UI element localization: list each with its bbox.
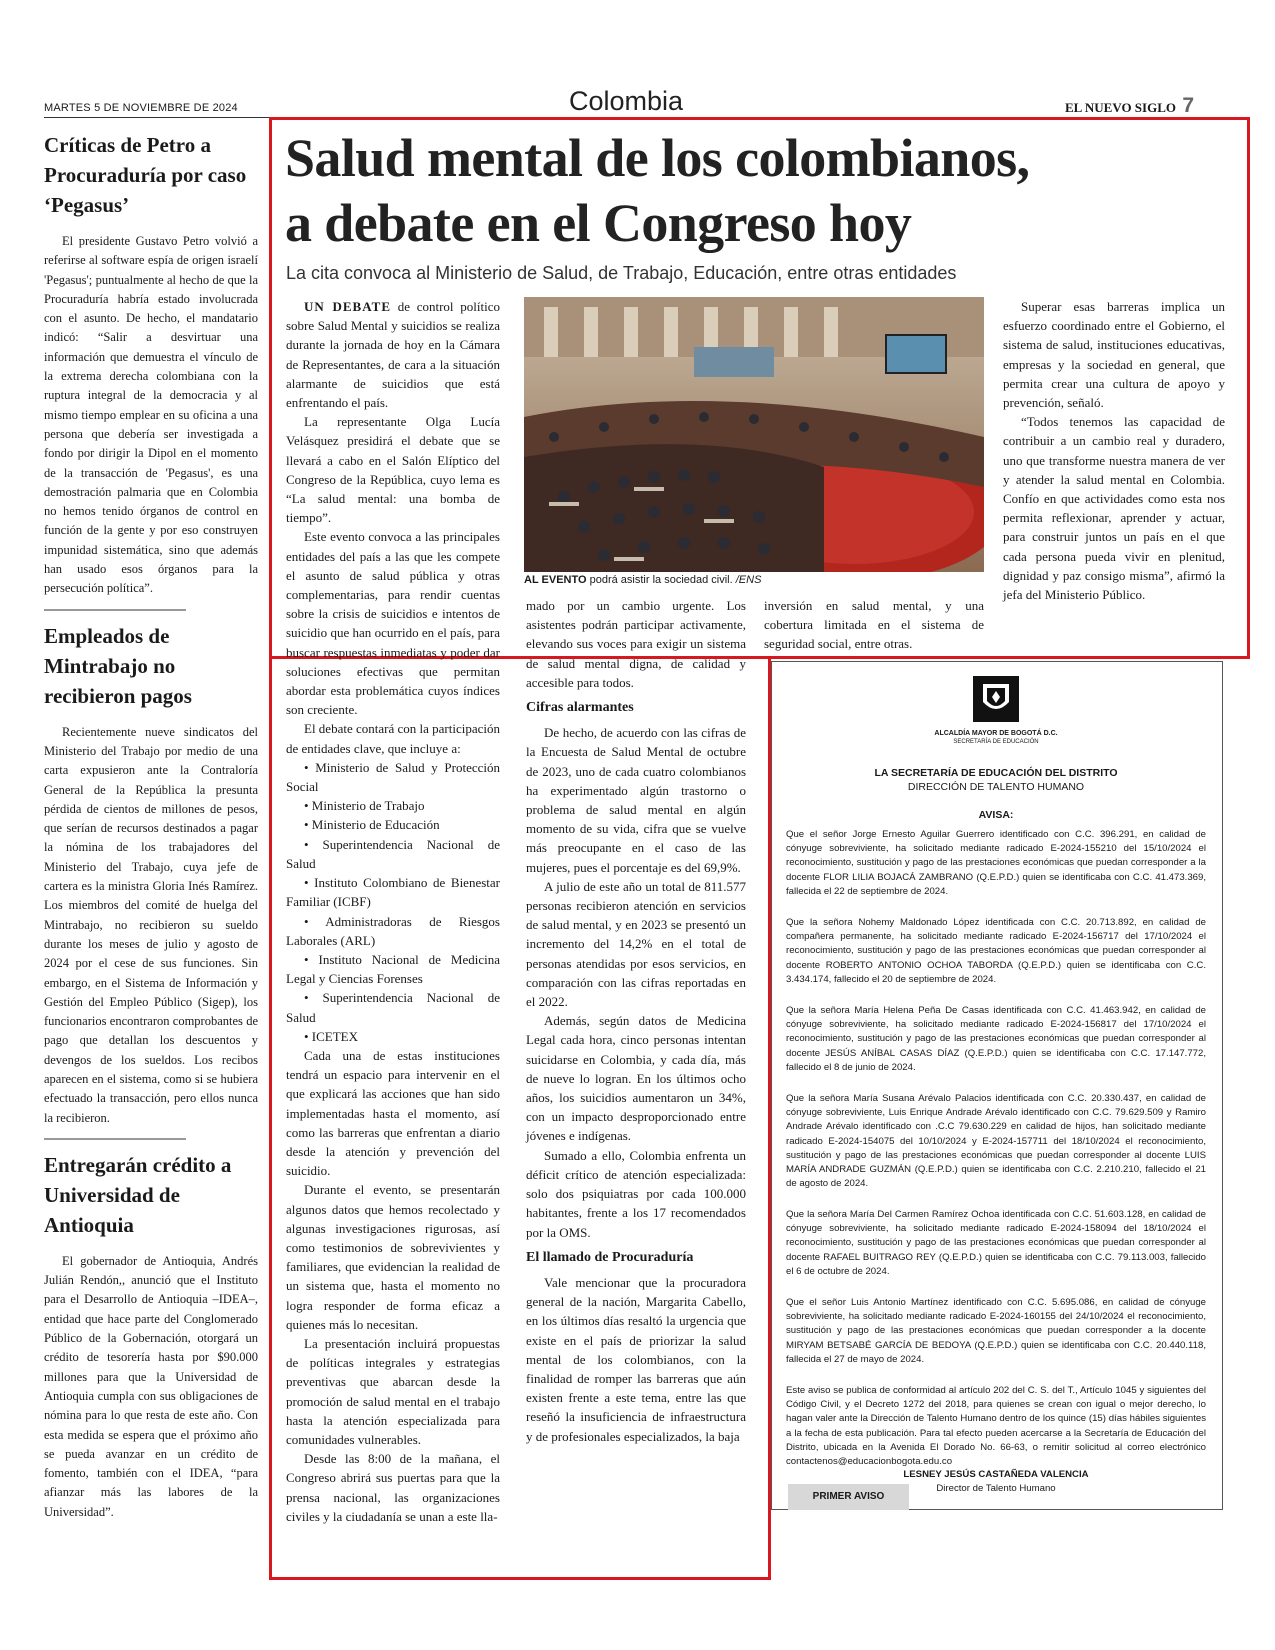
section-heading: El llamado de Procuraduría: [526, 1249, 694, 1265]
notice-paragraph: Que el señor Luis Antonio Martínez identificado con C.C. 5.695.086, en calidad de cónyuge sobreviviente, ha solicitado mediante radicado E-2024-160155 del 24/10/2024 el reconocimiento, sustitución y pago de las prestaciones económicas que puedan corresponder a la docente MIRYAM BETSABÉ GARCÍA DE BEDOYA (Q.E.P.D.) quien se identificaba con C.C. 20.440.118, fallecida el 27 de mayo de 2024.: [786, 1297, 1206, 1365]
article-paragraph: Este evento convoca a las principales entidades del país a las que les compete el asunto de salud pública y otras complementarias, para rendir cuentas sobre la crisis de suicidios e intentos de suicidio que han ocurrido en el país, para buscar respuestas inmediatas y poder dar soluciones efectivas que permitan abordar esta problemática cuyos índices son creciente.: [286, 529, 500, 718]
congress-photo: [524, 297, 984, 572]
org-line-1: LA SECRETARÍA DE EDUCACIÓN DEL DISTRITO: [874, 767, 1118, 779]
caption-lead: AL EVENTO: [524, 574, 587, 586]
subheadline: La cita convoca al Ministerio de Salud, de Trabajo, Educación, entre otras entidades: [286, 263, 957, 283]
article-paragraph: Durante el evento, se presentarán algunos datos que hemos recolectado y algunas investigaciones rigurosas, así como testimonios de sobrevivientes y familiares, que evidencian la realidad de un sistema que, hasta el momento no logra responder de forma eficaz a quienes más lo necesitan.: [286, 1182, 500, 1332]
bogota-logo: [786, 676, 1206, 746]
list-item: • Instituto Colombiano de Bienestar Familiar (ICBF): [286, 875, 500, 910]
brief-body: El presidente Gustavo Petro volvió a referirse al software espía de origen israelí 'Pegasus'; puntualmente al hecho de que la Procuraduría habría estado involucrada con el asunto. De hecho, el mandatario indicó: “Salir a desvirtuar una información que demuestra el vínculo de la extrema derecha colombiana con la ruptura integral de la democracia y al mismo tiempo emplear en su oficina a una persona que debería ser investigada a fondo por dirigir la Dipol en el momento de la transacción de 'Pegasus', es una demostración palmaria que en Colombia no hemos tenido órganos de control en función de la gente y por eso construyen impunidad sistemática, sino que además han usado esos órganos para la persecución política”.: [44, 234, 258, 596]
brief-body: El gobernador de Antioquia, Andrés Julián Rendón,, anunció que el Instituto para el Desarrollo de Antioquia –IDEA–, entidad que hace parte del Conglomerado Público de la Gobernación, otorgará un crédito de tesorería hasta por $90.000 millones para que la Universidad de Antioquia cumpla con sus obligaciones de nómina para lo que resta de este año. Con esta medida se espera que el próximo año se pueda avanzar en un crédito de fomento, también con el IDEA, “para afianzar más las labores de la Universidad”.: [44, 1253, 258, 1519]
article-paragraph: La presentación incluirá propuestas de políticas integrales y estrategias preventivas que abarcan desde la promoción de salud mental en el trabajo hasta la atención especializada para comunidades vulnerables.: [286, 1335, 500, 1447]
article-paragraph: El debate contará con la participación de entidades clave, que incluye a:: [286, 721, 500, 756]
page-header: [44, 86, 1234, 118]
list-item: • Ministerio de Trabajo: [304, 798, 425, 814]
brief-body: Recientemente nueve sindicatos del Ministerio del Trabajo por medio de una carta expusieron ante la Contraloría General de la República la presunta pérdida de cientos de millones de pesos, que serían de recursos destinados a pagar la nómina de los trabajadores del Ministerio del Trabajo, cuya jefe de cartera es la ministra Gloria Inés Ramírez. Los miembros del comité de huelga del Mintrabajo, no recibieron su sueldo durante los meses de julio y agosto de 2024 por el cese de sus funciones. Sin embargo, en el Sistema de Información y Gestión del Empleo Público (Sigep), los funcionarios encontraron comprobantes de pago que detallan los descuentos y devengos de los sueldos. Los recibos aparecen en el sistema, como si se hubiera efectuado la transacción, pero ellos nunca la recibieron.: [44, 724, 258, 1125]
list-item: • Superintendencia Nacional de Salud: [286, 836, 500, 871]
section-title: Colombia: [569, 86, 684, 116]
notice-paragraph: Que la señora María Helena Peña De Casas identificada con C.C. 41.463.942, en calidad de cónyuge sobreviviente, ha solicitado mediante radicado E-2024-156817 del 17/10/2024 el reconocimiento, sustitución y pago de las prestaciones económicas que puedan corresponder al docente JESÚS ANÍBAL CASAS DÍAZ (Q.E.P.D.) quien se identificaba con C.C. 17.147.772, fallecido el 8 de junio de 2024.: [786, 1005, 1206, 1073]
article-paragraph: mado por un cambio urgente. Los asistentes podrán participar activamente, elevando sus voces para exigir un sistema de salud mental digna, de calidad y accesible para todos.: [526, 598, 746, 690]
photo-caption: [524, 574, 761, 586]
article-column-2: [526, 596, 746, 1446]
notice-paragraph: Que la señora María Del Carmen Ramírez Ochoa identificada con C.C. 51.603.128, en calidad de cónyuge sobreviviente, ha solicitado mediante radicado E-2024-158094 del 18/10/2024 el reconocimiento, sustitución y pago de las prestaciones económicas que puedan corresponder al docente RAFAEL BUITRAGO REY (Q.E.P.D.) quien se identificaba con C.C. 79.113.003, fallecido el 6 de octubre de 2024.: [786, 1209, 1206, 1277]
brief-title: Empleados de Mintrabajo no recibieron pagos: [44, 623, 192, 708]
article-lead: UN DEBATE: [304, 299, 391, 314]
congress-hall-image: [524, 297, 984, 572]
divider: [44, 1138, 186, 1140]
article-paragraph: Además, según datos de Medicina Legal cada hora, cinco personas intentan suicidarse en Colombia, y cada día, más de nueve lo logran. En los últimos ocho años, los suicidios aumentaron un 34%, con un impacto desproporcionado entre jóvenes e indígenas.: [526, 1013, 746, 1144]
article-column-1: [286, 297, 500, 1526]
headline-line-1: Salud mental de los colombianos,: [285, 128, 1030, 188]
signer-name: LESNEY JESÚS CASTAÑEDA VALENCIA: [903, 1469, 1089, 1480]
logo-subtext: SECRETARÍA DE EDUCACIÓN: [953, 739, 1039, 746]
article-paragraph: Vale mencionar que la procuradora general de la nación, Margarita Cabello, en los últimos días resaltó la urgencia que existe en el país de priorizar la salud mental de los colombianos, con la finalidad de romper las barreras que aún existen frente a este tema, entre las que reseñó la insuficiencia de infraestructura y de profesionales especializados, la baja: [526, 1274, 746, 1444]
list-item: • Administradoras de Riesgos Laborales (ARL): [286, 913, 500, 948]
notice-title: AVISA:: [978, 809, 1014, 822]
article-paragraph: Desde las 8:00 de la mañana, el Congreso abrirá sus puertas para que la prensa nacional, las organizaciones civiles y la ciudadanía se unan a este lla-: [286, 1451, 500, 1524]
section-heading: Cifras alarmantes: [526, 700, 634, 716]
list-item: • ICETEX: [304, 1028, 359, 1044]
logo-text: ALCALDÍA MAYOR DE BOGOTÁ D.C.: [934, 730, 1058, 738]
signer-role: Director de Talento Humano: [936, 1483, 1056, 1495]
caption-credit: /ENS: [735, 574, 762, 586]
article-paragraph: Superar esas barreras implica un esfuerzo coordinado entre el Gobierno, el sistema de salud, instituciones educativas, empresas y la sociedad en general, que permita crear una cultura de apoyo y prevención, señaló.: [1003, 299, 1225, 411]
article-paragraph: inversión en salud mental, y una cobertura limitada en el sistema de seguridad social, entre otras.: [764, 598, 984, 652]
list-item: • Ministerio de Salud y Protección Social: [286, 759, 500, 795]
coat-of-arms-icon: [973, 676, 1019, 722]
article-paragraph: De hecho, de acuerdo con las cifras de la Encuesta de Salud Mental de octubre de 2023, uno de cada cuatro colombianos ha experimentado algún trastorno o problema de salud mental en algún momento de su vida, cifra que se vuelve más preocupante en el caso de las mujeres, pues el porcentaje es del 69,9%.: [526, 725, 746, 875]
notice-paragraph: Que el señor Jorge Ernesto Aguilar Guerrero identificado con C.C. 396.291, en calidad de cónyuge sobreviviente, ha solicitado mediante radicado E-2024-155210 del 15/10/2024 el reconocimiento, sustitución y pago de las prestaciones económicas que puedan corresponder a la docente FLOR LILIA BOJACÁ ZAMBRANO (Q.E.P.D.) quien se identificaba con C.C. 41.473.369, fallecida el 22 de septiembre de 2024.: [786, 829, 1206, 897]
list-item: • Ministerio de Educación: [304, 817, 440, 833]
notice-paragraph: Que la señora Nohemy Maldonado López identificada con C.C. 20.713.892, en calidad de compañera permanente, ha solicitado mediante radicado E-2024-156717 del 17/10/2024 el reconocimiento, sustitución y pago de las prestaciones económicas que puedan corresponder al docente ROBERTO ANTONIO OCHOA TABORDA (Q.E.P.D.) quien se identificaba con C.C. 3.434.174, fallecido el 20 de septiembre de 2024.: [786, 917, 1206, 985]
first-notice-stamp: PRIMER AVISO: [788, 1484, 909, 1510]
notice-paragraph: Que la señora María Susana Arévalo Palacios identificada con C.C. 20.330.437, en calidad de cónyuge sobreviviente, Luis Enrique Andrade Arévalo identificado con C.C. 79.629.509 y Ramiro Andrade Arévalo identificado con .C.C 79.630.229 en calidad de hijos, han solicitado mediante radicado E-2024-154075 del 10/10/2024 y E-2024-157711 del 18/10/2024 el reconocimiento, sustitución y pago de las prestaciones económicas que puedan corresponder al docente LUIS MARÍA ANDRADE GUZMÁN (Q.E.P.D.) quien se identificaba con C.C. 2.210.210, fallecido el 21 de agosto de 2024.: [786, 1093, 1206, 1190]
issue-date: MARTES 5 DE NOVIEMBRE DE 2024: [44, 102, 238, 114]
page-number: 7: [1182, 94, 1194, 117]
article-paragraph: La representante Olga Lucía Velásquez presidirá el debate que se llevará a cabo en el Salón Elíptico del Congreso de la República, cuyo lema es “La salud mental: una bomba de tiempo”.: [286, 414, 500, 526]
brief-title: Entregarán crédito a Universidad de Antioquia: [44, 1152, 232, 1237]
article-paragraph: [286, 297, 500, 412]
article-paragraph: “Todos tenemos las capacidad de contribuir a un cambio real y duradero, uno que transforme nuestra manera de ver y atender la salud mental en Colombia. Confío en que actividades como esta nos permita reflexionar, aprender y actuar, para construir juntos un país en el que cada persona pueda vivir en plenitud, dignidad y paz consigo misma”, afirmó la jefa del Ministerio Público.: [1003, 414, 1225, 603]
article-paragraph: Sumado a ello, Colombia enfrenta un déficit crítico de atención especializada: solo dos psiquiatras por cada 100.000 habitantes, frente a los 17 recomendados por la OMS.: [526, 1147, 746, 1240]
entity-list: [286, 758, 500, 1046]
main-headline: [285, 126, 1235, 256]
list-item: • Instituto Nacional de Medicina Legal y Ciencias Forenses: [286, 951, 500, 987]
article-paragraph: A julio de este año un total de 811.577 personas recibieron atención en servicios de salud mental, y en 2023 se presentó un incremento del 14,2% en el total de personas atendidas por esos servicios, en comparación con las cifras reportadas en el 2022.: [526, 878, 746, 1010]
divider: [44, 609, 186, 611]
newspaper-logo: EL NUEVO SIGLO: [1065, 100, 1176, 115]
headline-line-2: a debate en el Congreso hoy: [285, 193, 912, 253]
article-column-3: [764, 596, 984, 654]
left-briefs-column: [44, 130, 258, 1522]
notice-organization: [786, 766, 1206, 823]
paragraph-text: de control político sobre Salud Mental y suicidios se realiza durante la jornada de hoy en la Cámara de Representantes, de cara a la situación alarmante de suicidios que está enfrentando el país.: [286, 299, 500, 411]
article-column-4: [1003, 297, 1225, 604]
notice-paragraph: Este aviso se publica de conformidad al artículo 202 del C. S. del T., Artículo 1045 y siguientes del Código Civil, y el Decreto 1272 del 2018, para quienes se crean con igual o mejor derecho, lo hagan valer ante la Dirección de Talento Humano dentro de los quince (15) días hábiles siguientes a la fecha de esta publicación. Para tal efecto pueden acercarse a la Secretaría de Educación del Distrito, ubicada en la Avenida El Dorado No. 66-63, o remitir solicitud al correo electrónico contactenos@educacionbogota.edu.co: [786, 1385, 1206, 1468]
list-item: • Superintendencia Nacional de Salud: [286, 990, 500, 1025]
org-line-2: DIRECCIÓN DE TALENTO HUMANO: [907, 781, 1085, 794]
caption-text: podrá asistir la sociedad civil.: [586, 574, 736, 586]
brief-title: Críticas de Petro a Procuraduría por caso ‘Pegasus’: [44, 133, 247, 217]
article-paragraph: Cada una de estas instituciones tendrá un espacio para intervenir en el que explicará las acciones que han sido implementadas hasta el momento, así como las barreras que enfrentan a diario desde la atención y prevención del suicidio.: [286, 1047, 500, 1179]
